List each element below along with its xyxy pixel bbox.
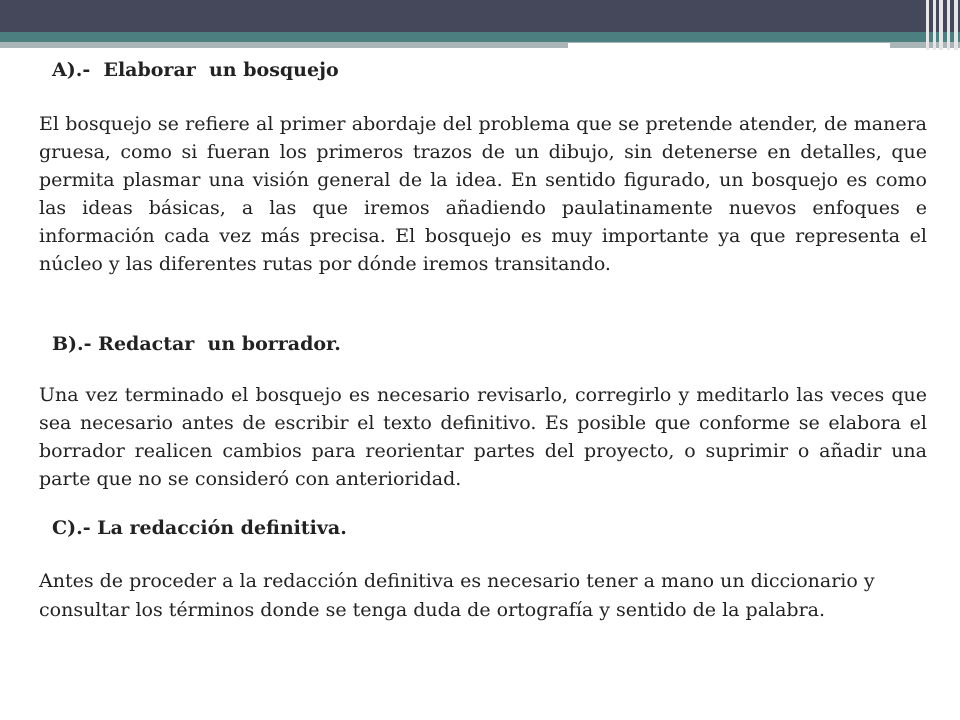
section-b-body: Una vez terminado el bosquejo es necesario revisarlo, corregirlo y meditarlo las veces que sea necesario antes de escribir el texto definitivo. Es posible que conforme se elabora el borrador realicen cambios para reorientar partes del proyecto, o suprimir o añadir una parte que no se consideró con anterioridad. bbox=[39, 384, 927, 490]
section-a-heading: A).- Elaborar un bosquejo bbox=[52, 59, 339, 81]
section-c-heading: C).- La redacción definitiva. bbox=[52, 517, 347, 539]
decorative-vertical-lines bbox=[924, 0, 960, 50]
section-a-body: El bosquejo se refiere al primer abordaje del problema que se pretende atender, de manera gruesa, como si fueran los primeros trazos de un dibujo, sin detenerse en detalles, que permita plasmar una visión general de la idea. En sentido figurado, un bosquejo es como las ideas básicas, a las que iremos añadiendo paulatinamente nuevos enfoques e información cada vez más precisa. El bosquejo es muy importante ya que representa el núcleo y las diferentes rutas por dónde iremos transitando. bbox=[39, 113, 927, 275]
slide-top-bar bbox=[0, 0, 960, 32]
section-c-body: Antes de proceder a la redacción definitiva es necesario tener a mano un diccionario y consultar los términos donde se tenga duda de ortografía y sentido de la palabra. bbox=[39, 570, 875, 621]
slide-accent-band bbox=[0, 32, 960, 42]
decorative-white-bar bbox=[568, 43, 890, 51]
section-b-heading: B).- Redactar un borrador. bbox=[52, 333, 341, 355]
decorative-white-line bbox=[568, 52, 776, 55]
